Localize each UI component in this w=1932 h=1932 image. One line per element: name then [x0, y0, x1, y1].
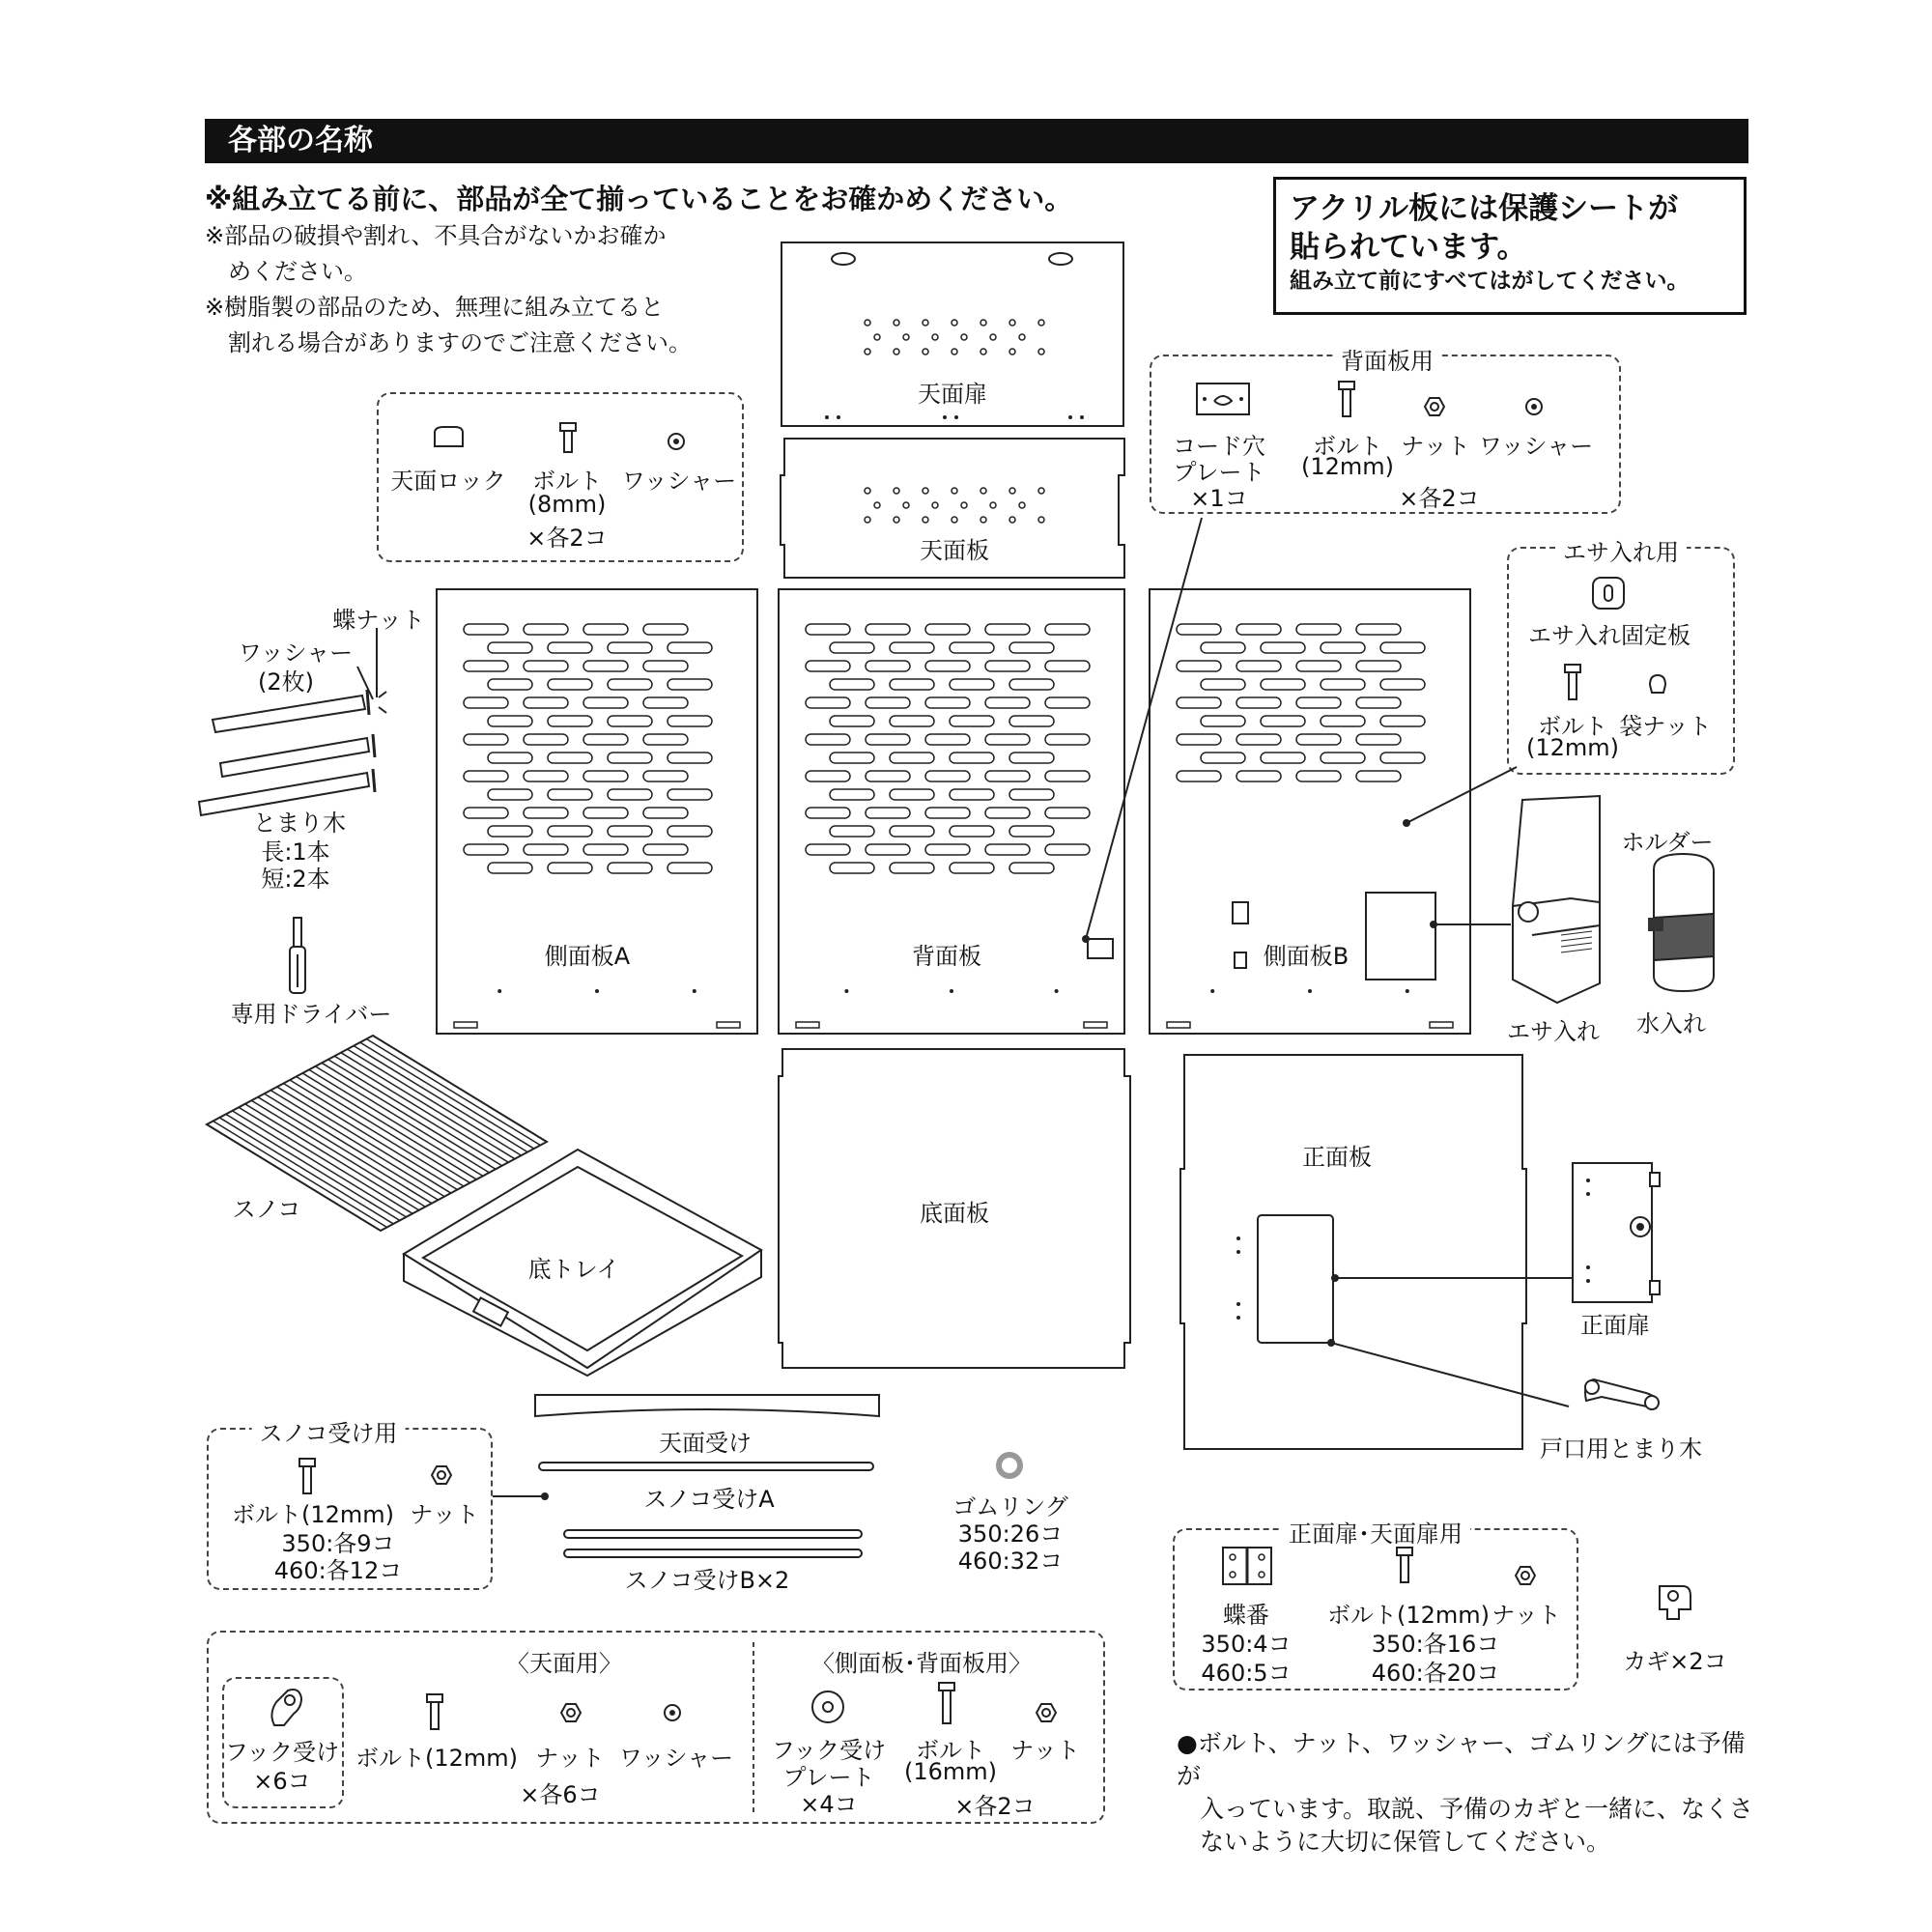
- feeder-parts-title: エサ入れ用: [1555, 533, 1687, 567]
- feeder-plate-label: エサ入れ固定板: [1528, 622, 1690, 649]
- side-a-label: 側面板A: [544, 943, 631, 970]
- perch-short-count: 短:2本: [261, 866, 330, 893]
- note-line: めください。: [228, 258, 367, 285]
- leader-line: [491, 1492, 549, 1501]
- leader-line: [1082, 514, 1208, 949]
- top-board-label: 天面板: [920, 537, 989, 564]
- perch-washer-count: (2枚): [258, 668, 314, 696]
- bolt-460: 460:各20コ: [1371, 1660, 1500, 1687]
- door-perch-label: 戸口用とまり木: [1540, 1435, 1702, 1463]
- hinge-350: 350:4コ: [1201, 1631, 1292, 1658]
- qty-label: ×各2コ: [1399, 485, 1480, 512]
- key-label: カギ×2コ: [1623, 1648, 1727, 1675]
- bolt-icon: [558, 421, 578, 454]
- screwdriver-label: 専用ドライバー: [230, 1001, 392, 1028]
- side-hook-title: 〈側面板･背面板用〉: [811, 1650, 1032, 1677]
- nut-label: ナット: [1401, 433, 1470, 460]
- cord-plate-qty: ×1コ: [1190, 485, 1248, 512]
- top-door-label: 天面扉: [918, 381, 987, 408]
- note-line: ●ボルト、ナット、ワッシャー、ゴムリングには予備が: [1177, 1729, 1746, 1790]
- nut-icon: [1424, 396, 1445, 417]
- nut-icon: [1036, 1702, 1057, 1723]
- nut-label: ナット: [1010, 1737, 1080, 1764]
- note-line: ないように大切に保管してください。: [1200, 1828, 1611, 1856]
- qty-460-label: 460:各12コ: [273, 1557, 403, 1584]
- hook-receiver-qty: ×6コ: [253, 1768, 311, 1795]
- hook-plate-label: プレート: [782, 1764, 875, 1791]
- sunoko-label: スノコ: [232, 1196, 301, 1223]
- water-label: 水入れ: [1636, 1010, 1706, 1037]
- note-line: ※部品の破損や割れ、不具合がないかお確か: [205, 222, 667, 249]
- bolt-size-label: (16mm): [903, 1758, 998, 1785]
- washer-label: ワッシャー: [621, 468, 737, 495]
- bolt-icon: [1563, 663, 1582, 701]
- nut-icon: [431, 1464, 452, 1486]
- bolt-size-label: (8mm): [527, 491, 607, 518]
- washer-icon: [662, 1702, 683, 1723]
- cap-nut-icon: [1647, 673, 1668, 695]
- hook-plate-qty: ×4コ: [800, 1791, 858, 1818]
- feeder-icon: [1503, 790, 1629, 1010]
- screwdriver-icon: [286, 916, 309, 997]
- leader-line: [357, 628, 396, 705]
- feeder-plate-icon: [1591, 576, 1626, 611]
- spare-parts-note: [1177, 1727, 1756, 1859]
- rubber-ring-label: ゴムリング: [952, 1493, 1068, 1520]
- feeder-label: エサ入れ: [1507, 1018, 1600, 1045]
- hinge-label: 蝶番: [1223, 1602, 1269, 1629]
- washer-icon: [1523, 396, 1545, 417]
- hook-receiver-icon: [267, 1687, 305, 1729]
- leader-line: [1331, 1273, 1590, 1283]
- qty-label: ×各6コ: [520, 1781, 601, 1808]
- bolt-label: ボルト: [532, 468, 602, 495]
- caution-notes: [205, 218, 746, 361]
- sunoko-receiver-parts-title: スノコ受け用: [252, 1414, 406, 1448]
- sunoko-receiver-a-label: スノコ受けA: [643, 1486, 775, 1513]
- door-perch-icon: [1578, 1366, 1665, 1414]
- bolt-label: ボルト: [916, 1737, 985, 1764]
- bolt-label: ボルト(12mm): [355, 1745, 519, 1772]
- rubber-ring-350: 350:26コ: [957, 1520, 1064, 1548]
- butterfly-nut-label: 蝶ナット: [332, 607, 425, 634]
- sunoko-receiver-a-icon: [537, 1461, 875, 1472]
- hook-plate-icon: [810, 1689, 846, 1725]
- warning-line: アクリル板には保護シートが: [1290, 191, 1679, 226]
- hinge-parts-title: 正面扉･天面扉用: [1281, 1515, 1470, 1548]
- bolt-size-label: (12mm): [1525, 734, 1620, 761]
- top-receiver-icon: [533, 1393, 881, 1422]
- bolt-icon: [298, 1457, 317, 1495]
- hinge-icon: [1221, 1546, 1273, 1586]
- water-container-icon: [1644, 850, 1723, 995]
- rubber-ring-icon: [995, 1451, 1024, 1480]
- check-parts-note: ※組み立てる前に、部品が全て揃っていることをお確かめください。: [205, 183, 1073, 215]
- bottom-board-label: 底面板: [920, 1200, 989, 1227]
- bolt-label: ボルト: [1538, 713, 1607, 740]
- qty-label: ×各2コ: [526, 525, 608, 552]
- perch-label: とまり木: [253, 810, 346, 837]
- sunoko-receiver-b-icon: [562, 1528, 864, 1561]
- front-door-label: 正面扉: [1580, 1312, 1650, 1339]
- bolt-icon: [425, 1692, 444, 1731]
- back-panel-parts-title: 背面板用: [1333, 342, 1441, 376]
- leader-line: [1430, 920, 1517, 929]
- washer-icon: [666, 431, 687, 452]
- bolt-label: ボルト(12mm): [231, 1501, 395, 1528]
- bolt-label: ボルト(12mm): [1326, 1602, 1491, 1629]
- bolt-label: ボルト: [1313, 433, 1382, 460]
- back-label: 背面板: [912, 943, 981, 970]
- perch-washer-label: ワッシャー: [238, 639, 354, 667]
- top-receiver-label: 天面受け: [659, 1430, 752, 1457]
- cap-nut-label: 袋ナット: [1619, 713, 1712, 740]
- leader-line: [1327, 1339, 1578, 1416]
- tray-label: 底トレイ: [527, 1256, 620, 1283]
- note-line: 入っています。取説、予備のカギと一緒に、なくさ: [1200, 1795, 1754, 1823]
- section-header: 各部の名称: [205, 119, 1748, 163]
- warning-line: 貼られています。: [1290, 230, 1527, 265]
- bolt-icon: [937, 1681, 956, 1725]
- note-line: ※樹脂製の部品のため、無理に組み立てると: [205, 294, 665, 321]
- bolt-350: 350:各16コ: [1371, 1631, 1500, 1658]
- bolt-icon: [1337, 380, 1356, 418]
- key-icon: [1656, 1580, 1694, 1623]
- warning-line: 組み立て前にすべてはがしてください。: [1290, 269, 1690, 294]
- bolt-icon: [1395, 1546, 1414, 1584]
- front-board-label: 正面板: [1302, 1144, 1372, 1171]
- nut-label: ナット: [1492, 1602, 1561, 1629]
- note-line: 割れる場合がありますのでご注意ください。: [228, 329, 692, 356]
- protective-sheet-warning: [1273, 177, 1747, 315]
- hinge-460: 460:5コ: [1201, 1660, 1292, 1687]
- sunoko-receiver-b-label: スノコ受けB×2: [624, 1567, 790, 1594]
- cord-plate-icon: [1195, 382, 1251, 416]
- nut-icon: [1515, 1565, 1536, 1586]
- top-hook-title: 〈天面用〉: [506, 1650, 622, 1677]
- section-divider: [752, 1642, 755, 1812]
- qty-350-label: 350:各9コ: [281, 1530, 395, 1557]
- nut-icon: [560, 1702, 582, 1723]
- side-b-label: 側面板B: [1263, 943, 1350, 970]
- top-lock-label: 天面ロック: [390, 468, 506, 495]
- hook-plate-label: フック受け: [771, 1737, 887, 1764]
- front-door-icon: [1571, 1161, 1663, 1306]
- washer-label: ワッシャー: [1478, 433, 1594, 460]
- top-lock-icon: [432, 425, 465, 450]
- rubber-ring-460: 460:32コ: [957, 1548, 1064, 1575]
- nut-label: ナット: [410, 1501, 479, 1528]
- nut-label: ナット: [535, 1745, 605, 1772]
- bolt-size-label: (12mm): [1300, 453, 1395, 480]
- cord-plate-label: コード穴: [1173, 433, 1265, 460]
- holder-label: ホルダー: [1621, 829, 1714, 856]
- perch-long-count: 長:1本: [261, 838, 330, 866]
- qty-label: ×各2コ: [954, 1793, 1036, 1820]
- washer-label: ワッシャー: [618, 1745, 734, 1772]
- hook-receiver-label: フック受け: [224, 1739, 340, 1766]
- cord-plate-label: プレート: [1173, 459, 1265, 486]
